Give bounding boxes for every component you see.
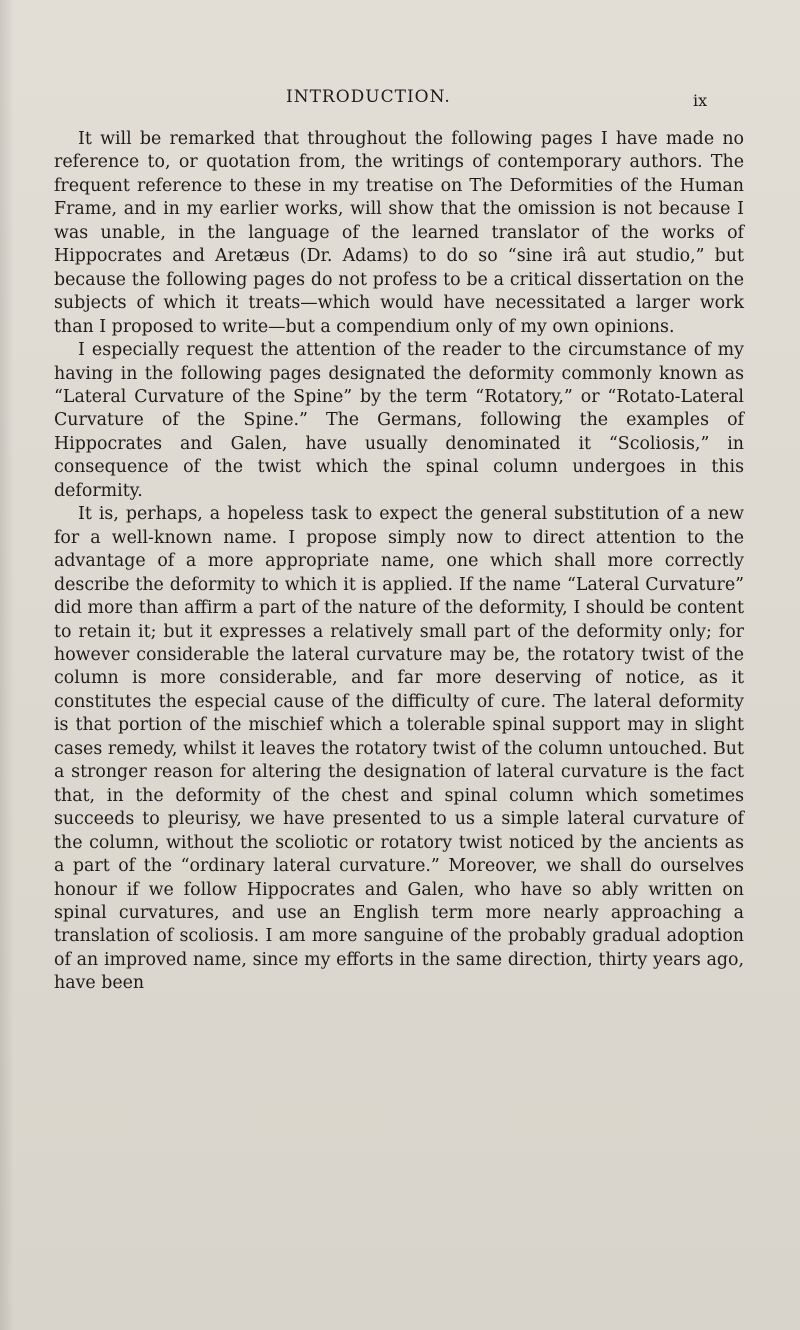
- paragraph-case-for-new-name: It is, perhaps, a hopeless task to expect the general substitution of a new for a well-known name. I propose simply now to direct attention to the advantage of a more appropriate name, one which shall more correctly describe the deformity to which it is applied. If the name “Lateral Curvature” did more than affirm a part of the nature of the deformity, I should be content to retain it; but it expresses a relatively small part of the deformity only; for however considerable the lateral curvature may be, the rotatory twist of the column is more considerable, and far more deserving of notice, as it constitutes the especial cause of the difficulty of cure. The lateral deformity is that portion of the mischief which a tolerable spinal support may in slight cases remedy, whilst it leaves the rotatory twist of the column untouched. But a stronger reason for altering the designation of lateral curvature is the fact that, in the deformity of the chest and spinal column which sometimes succeeds to pleurisy, we have presented to us a simple lateral curvature of the column, without the scoliotic or rotatory twist noticed by the ancients as a part of the “ordinary lateral curvature.” Moreover, we shall do ourselves honour if we follow Hippocrates and Galen, who have so ably written on spinal curvatures, and use an English term more nearly approaching a translation of scoliosis. I am more sanguine of the probably gradual adoption of an improved name, since my efforts in the same direction, thirty years ago, have been: [54, 504, 744, 994]
- page-header: [0, 87, 800, 117]
- paragraph-omission-of-contemporary-authors: It will be remarked that throughout the following pages I have made no reference to, or quotation from, the writings of contemporary authors. The frequent reference to these in my treatise on The Deformities of the Human Frame, and in my earlier works, will show that the omission is not because I was unable, in the language of the learned translator of the works of Hippocrates and Aretæus (Dr. Adams) to do so “sine irâ aut studio,” but because the following pages do not profess to be a critical dissertation on the subjects of which it treats—which would have necessitated a larger work than I proposed to write—but a compendium only of my own opinions.: [54, 129, 744, 337]
- body-text: [54, 128, 744, 996]
- page-edge-shadow: [0, 0, 14, 1330]
- running-title: INTRODUCTION.: [286, 87, 451, 107]
- paragraph-rotatory-curvature-terminology: I especially request the attention of the reader to the circumstance of my having in the following pages designated the deformity commonly known as “Lateral Curvature of the Spine” by the term “Rotatory,” or “Rotato-Lateral Curvature of the Spine.” The Germans, following the examples of Hippocrates and Galen, have usually denominated it “Scoliosis,” in consequence of the twist which the spinal column undergoes in this deformity.: [54, 340, 744, 501]
- page-number: ix: [693, 91, 708, 110]
